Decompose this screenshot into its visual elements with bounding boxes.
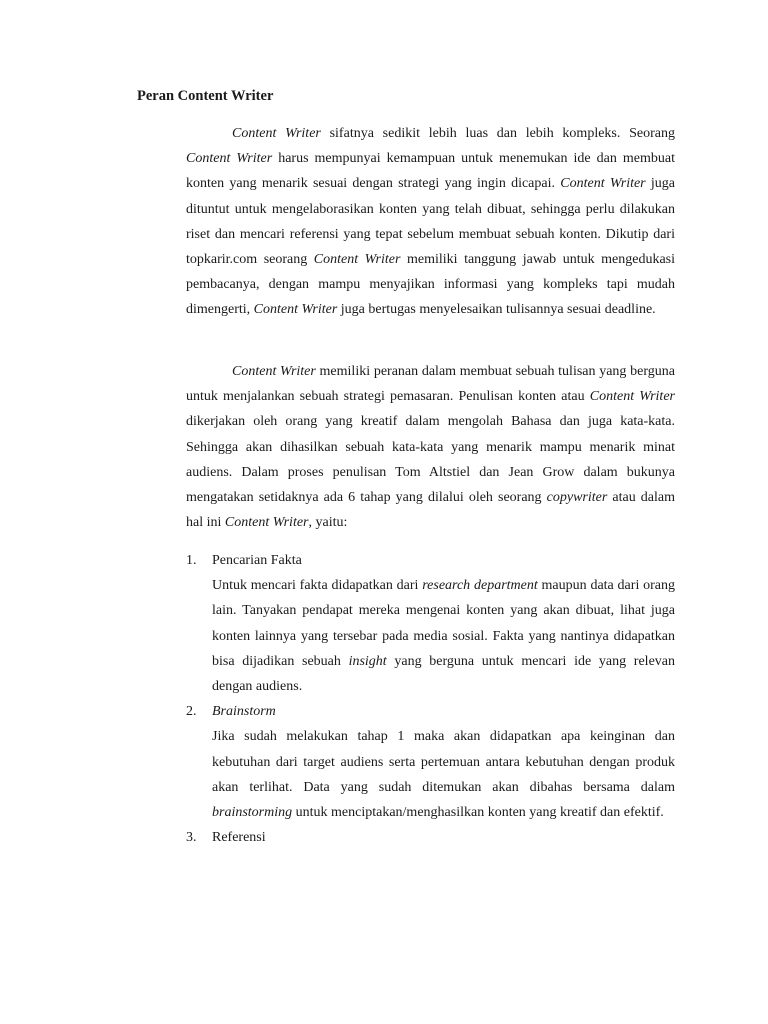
list-item-title: Referensi xyxy=(212,830,266,846)
text-run: dikerjakan oleh orang yang kreatif dalam mengolah Bahasa dan juga kata-kata. Sehingga akan dihasilkan sebuah kata-kata yang menarik mampu menarik minat audiens. Dalam proses penulisan Tom Altstiel dan Jean Grow dalam bukunya mengatakan setidaknya ada 6 tahap yang dilalui oleh seorang xyxy=(186,414,675,506)
italic-term: Content Writer xyxy=(253,302,338,318)
text-run: atau dalam hal ini xyxy=(186,490,675,531)
section-heading: Peran Content Writer xyxy=(137,88,274,104)
italic-term: Content Writer xyxy=(560,176,646,192)
italic-term: Content Writer xyxy=(186,151,273,167)
italic-term: insight xyxy=(348,653,387,669)
text-run: yang berguna untuk mencari ide yang relevan dengan audiens. xyxy=(212,653,675,695)
text-run: sifatnya sedikit lebih luas dan lebih kompleks. Seorang xyxy=(320,126,675,141)
list-item-title: Brainstorm xyxy=(212,704,276,720)
list-number: 2. xyxy=(186,704,197,720)
italic-term: copywriter xyxy=(546,490,608,506)
text-run: memiliki tanggung jawab untuk mengedukasi pembacanya, dengan mampu menyajikan informasi yang kompleks tapi mudah dimengerti, xyxy=(186,252,675,318)
italic-term: Content Writer xyxy=(232,364,316,379)
text-run: juga bertugas menyelesaikan tulisannya sesuai deadline. xyxy=(337,302,656,318)
italic-term: brainstorming xyxy=(212,805,293,821)
paragraph-1 xyxy=(186,121,675,323)
list-number: 3. xyxy=(186,830,197,846)
text-run: juga dituntut untuk mengelaborasikan konten yang telah dibuat, sehingga perlu dilakukan riset dan mencari referensi yang tepat sebelum membuat sebuah konten. Dikutip dari topkarir.com seorang xyxy=(186,176,675,268)
steps-list xyxy=(186,548,675,850)
paragraph-1-text xyxy=(186,121,675,323)
italic-term: research department xyxy=(422,578,538,594)
text-run: , yaitu: xyxy=(308,515,348,531)
list-item-title: Pencarian Fakta xyxy=(212,553,302,568)
italic-term: Content Writer xyxy=(224,515,309,531)
list-item xyxy=(186,825,675,850)
text-run: untuk menciptakan/menghasilkan konten yang kreatif dan efektif. xyxy=(292,805,664,821)
list-item xyxy=(186,699,675,825)
text-run: maupun data dari orang lain. Tanyakan pendapat mereka mengenai konten yang akan dibuat, lihat juga konten lainnya yang tersebar pada media sosial. Fakta yang nantinya didapatkan bisa dijadikan sebuah xyxy=(212,578,675,669)
paragraph-2-text xyxy=(186,359,675,535)
italic-term: Content Writer xyxy=(589,389,675,405)
list-item xyxy=(186,548,675,699)
italic-term: Content Writer xyxy=(313,252,401,268)
text-run: Jika sudah melakukan tahap 1 maka akan didapatkan apa keinginan dan kebutuhan dari target audiens serta pertemuan antara kebutuhan dengan produk akan terlihat. Data yang sudah ditemukan akan dibahas bersama dalam xyxy=(212,729,675,795)
text-run: harus mempunyai kemampuan untuk menemukan ide dan membuat konten yang menarik sesuai dengan strategi yang ingin dicapai. xyxy=(186,151,675,192)
list-item-text xyxy=(212,724,675,825)
list-item-text xyxy=(212,573,675,699)
paragraph-2 xyxy=(186,359,675,535)
italic-term: Content Writer xyxy=(232,126,321,141)
list-number: 1. xyxy=(186,553,197,568)
text-run: Untuk mencari fakta didapatkan dari xyxy=(212,578,423,594)
text-run: memiliki peranan dalam membuat sebuah tulisan yang berguna untuk menjalankan sebuah strategi pemasaran. Penulisan konten atau xyxy=(186,364,675,405)
